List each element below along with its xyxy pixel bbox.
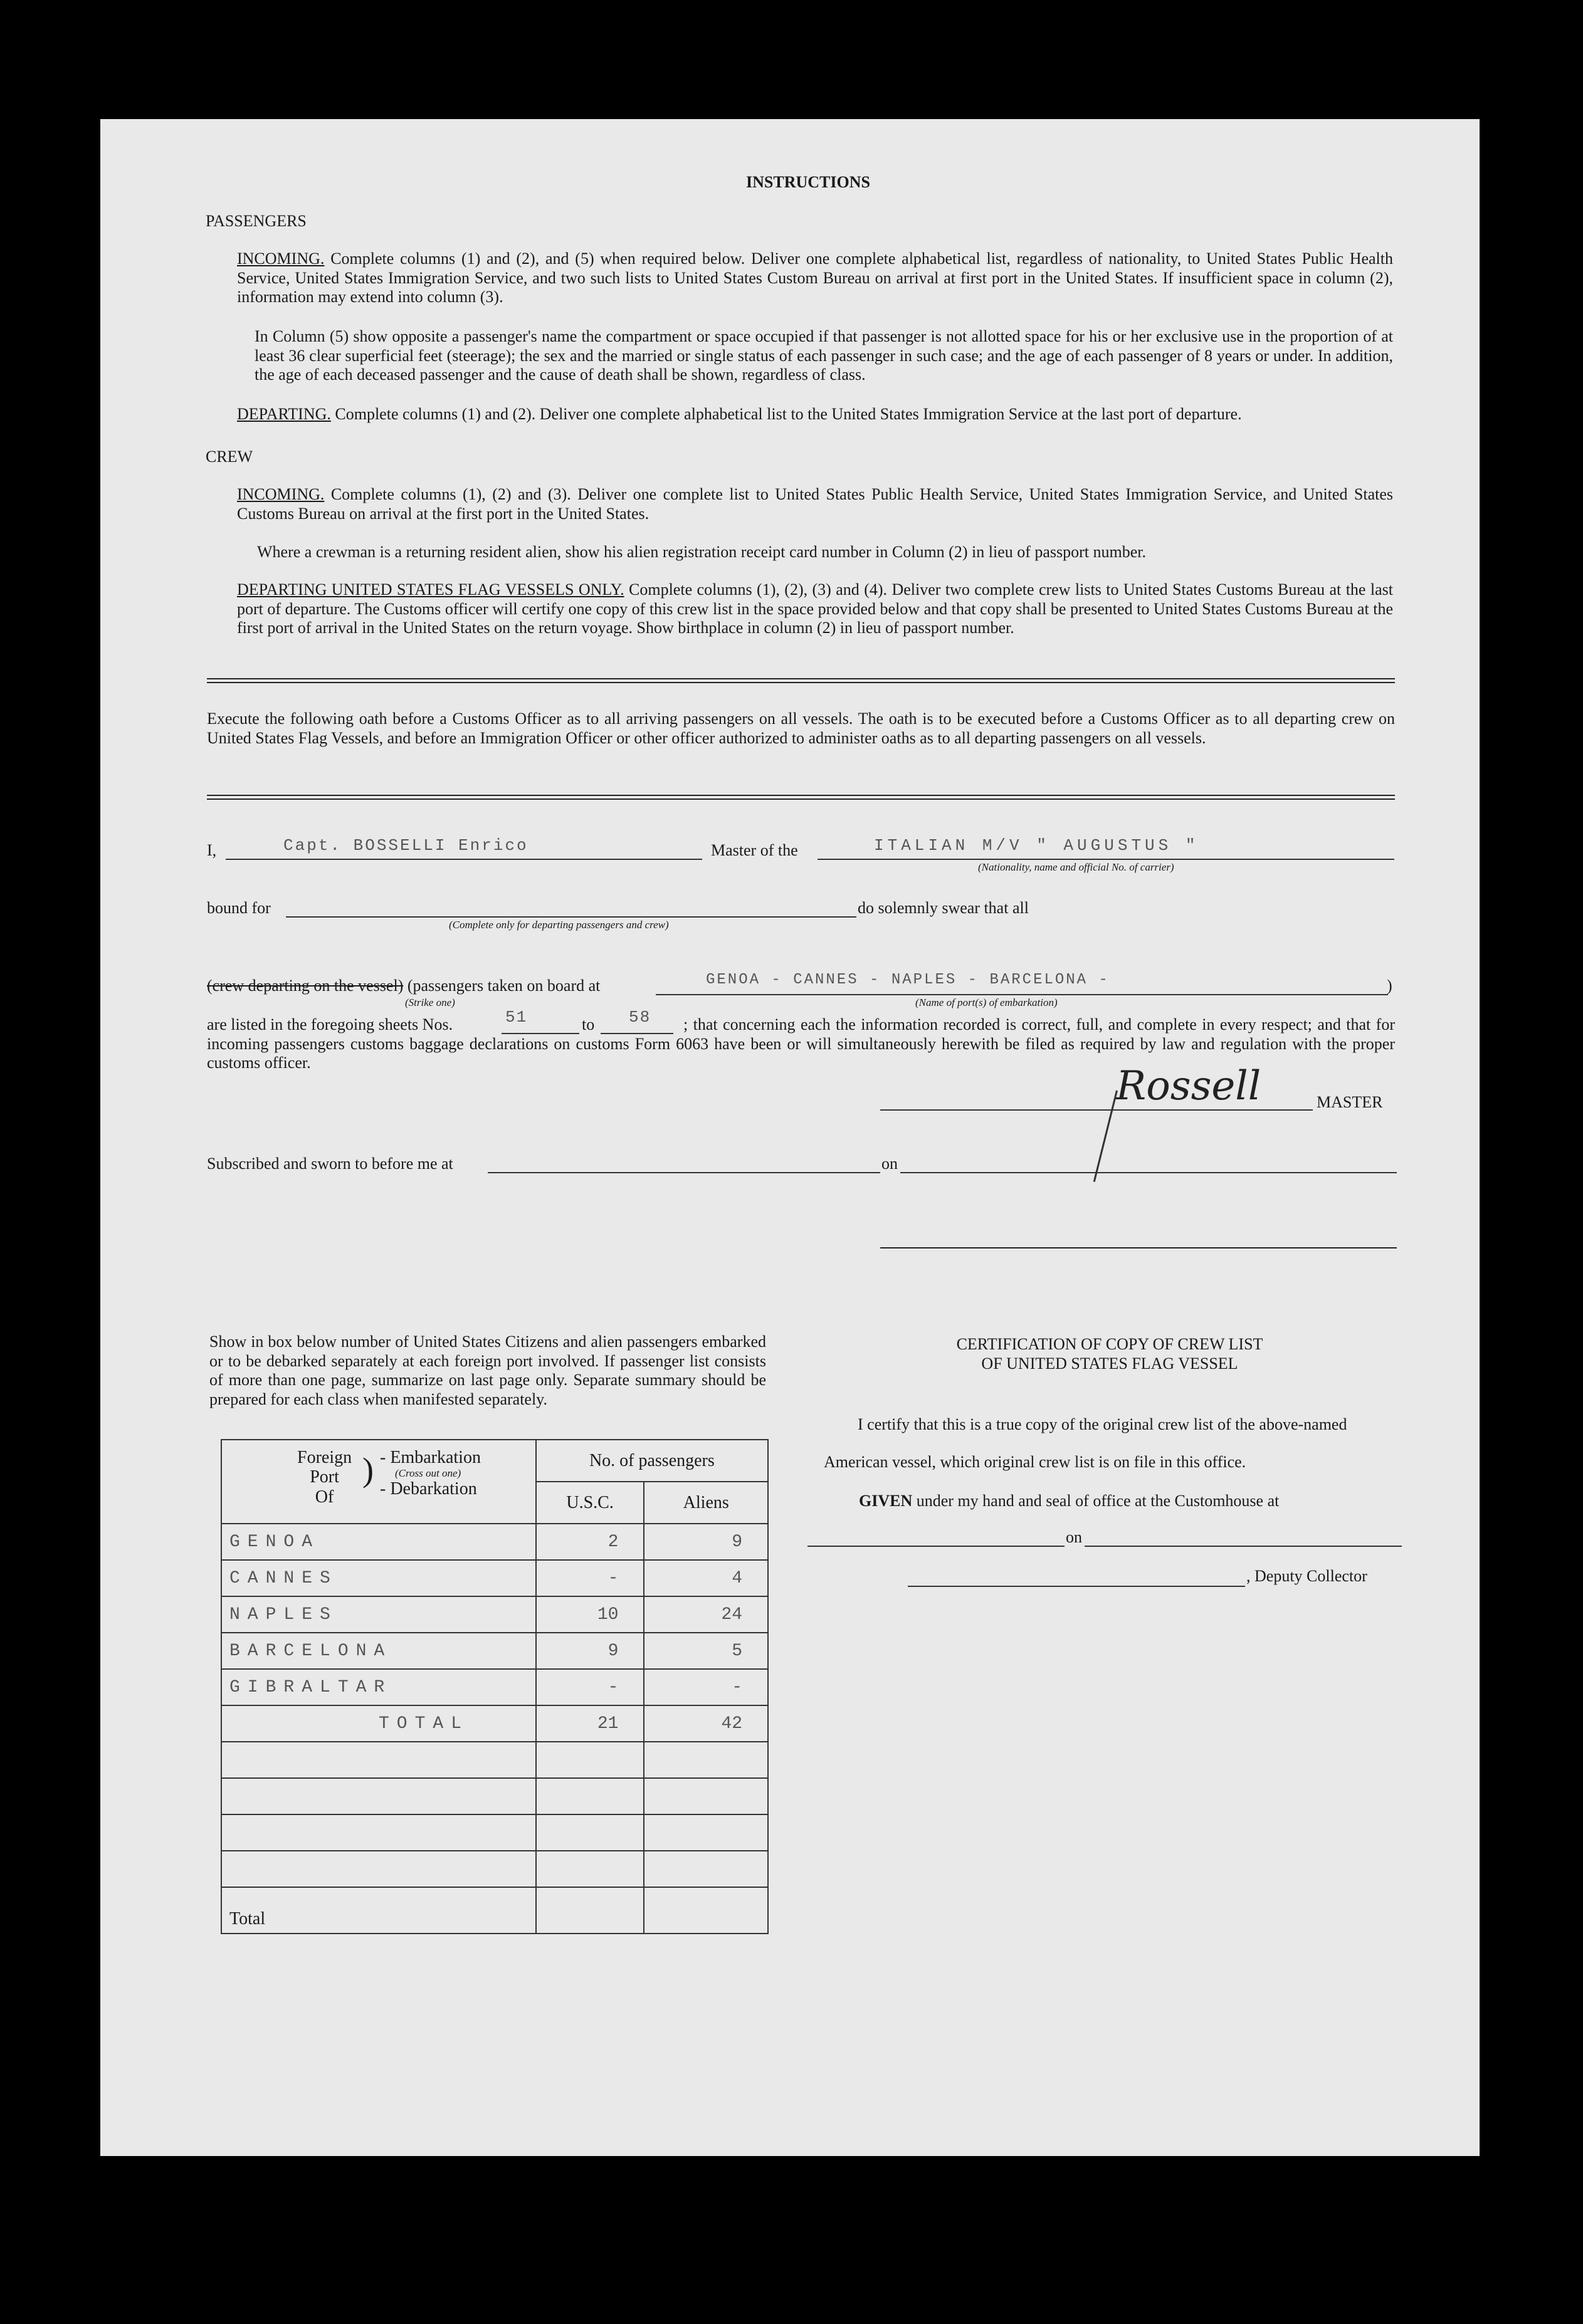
bound-for-caption: (Complete only for departing passengers and crew) (449, 919, 669, 931)
subscribed-on-label: on (881, 1154, 898, 1173)
usc-cell: - (536, 1560, 644, 1596)
port-cell: GENOA (221, 1524, 536, 1560)
port-cell: CANNES (221, 1560, 536, 1596)
listed-text-b: ; that concerning each the information recorded is correct, full, and complete in every respect; and that for incoming passengers customs baggage declarations on customs Form 6063 have been or will simultaneously herewith be filed as required by law and regulation with the proper customs officer. (207, 1015, 1395, 1072)
passengers-incoming-paragraph (237, 249, 1393, 307)
master-label: MASTER (1317, 1093, 1383, 1111)
crew-departing-label: DEPARTING UNITED STATES FLAG VESSELS ONLY. (237, 580, 624, 599)
empty-row (221, 1851, 768, 1887)
certification-line1: I certify that this is a true copy of the original crew list of the above-named (858, 1415, 1347, 1433)
usc-cell: 21 (536, 1705, 644, 1742)
passengers-incoming-label: INCOMING. (237, 249, 325, 268)
certification-title-line1: CERTIFICATION OF COPY OF CREW LIST (956, 1335, 1263, 1353)
certification-date-field[interactable] (1085, 1527, 1402, 1547)
ports-caption: (Name of port(s) of embarkation) (915, 997, 1058, 1008)
crew-departing-option (207, 976, 600, 996)
certification-line2: American vessel, which original crew list is on file in this office. (824, 1453, 1246, 1471)
aliens-cell: 42 (644, 1705, 768, 1742)
master-of-label: Master of the (711, 841, 798, 859)
oath-intro: Execute the following oath before a Customs Officer as to all arriving passengers on all vessels. The oath is to be executed before a Customs Officer as to all departing crew on United States Flag Vessels, and before an Immigration Officer or other officer authorized to administer oaths as to all departing passengers on all vessels. (207, 709, 1395, 747)
usc-header: U.S.C. (536, 1482, 644, 1524)
ports-field[interactable] (656, 971, 1388, 995)
subscribed-place-field[interactable] (488, 1153, 880, 1173)
total-label-cell: Total (221, 1887, 536, 1934)
sheet-to-value: 58 (629, 1008, 651, 1027)
deputy-collector-label: , Deputy Collector (1246, 1567, 1367, 1585)
passengers-departing-paragraph (237, 405, 1393, 424)
brace-icon: ) (362, 1451, 374, 1489)
given-text: under my hand and seal of office at the Customhouse at (916, 1492, 1280, 1510)
vessel-caption: (Nationality, name and official No. of carrier) (978, 861, 1174, 873)
master-name-field[interactable] (226, 836, 702, 860)
empty-row (221, 1778, 768, 1814)
usc-cell: 2 (536, 1524, 644, 1560)
passengers-incoming-text: Complete columns (1) and (2), and (5) when required below. Deliver one complete alphabetical list, regardless of nationality, to United States Public Health Service, United States Immigration Service, and two such lists to United States Custom Bureau on arrival at first port in the United States. If insufficient space in column (2), information may extend into column (3). (237, 249, 1394, 306)
master-signature: Rossell (1116, 1063, 1261, 1109)
passengers-taken-label: (passengers taken on board at (407, 976, 601, 995)
passengers-departing-label: DEPARTING. (237, 405, 331, 423)
crew-incoming-paragraph (237, 485, 1393, 523)
swear-text: do solemnly swear that all (858, 899, 1029, 917)
port-cell: TOTAL (221, 1705, 536, 1742)
certification-given (859, 1492, 1279, 1511)
bound-for-label: bound for (207, 899, 271, 917)
aliens-header: Aliens (644, 1482, 768, 1524)
table-total-row (221, 1705, 768, 1742)
crew-departing-paragraph (237, 580, 1393, 638)
vessel-field[interactable] (818, 836, 1394, 860)
port-cell: BARCELONA (221, 1633, 536, 1669)
no-passengers-header: No. of passengers (536, 1440, 768, 1482)
header-of: Of (315, 1487, 334, 1507)
bound-for-field[interactable] (286, 898, 856, 918)
customhouse-place-field[interactable] (807, 1527, 1065, 1547)
crew-departing-text: Complete columns (1), (2), (3) and (4). Deliver two complete crew lists to United States Customs Bureau at the last port of departure. The Customs officer will certify one copy of this crew list in the space provided below and that copy shall be presented to United States Customs Bureau at the first port of arrival in the United States on the return voyage. Show birthplace in column (2) in lieu of passport number. (237, 580, 1393, 637)
header-debarkation: - Debarkation (380, 1479, 477, 1499)
table-header-row (221, 1440, 768, 1482)
empty-row (221, 1742, 768, 1778)
passenger-summary-table (221, 1439, 769, 1934)
table-row (221, 1669, 768, 1705)
listed-text-a: are listed in the foregoing sheets Nos. (207, 1015, 453, 1034)
table-row (221, 1596, 768, 1633)
close-paren: ) (1387, 976, 1392, 995)
usc-cell: - (536, 1669, 644, 1705)
crew-alien-paragraph: Where a crewman is a returning resident alien, show his alien registration receipt card number in Column (2) in lieu of passport number. (257, 543, 1147, 561)
passengers-heading: PASSENGERS (206, 212, 307, 230)
header-embarkation: - Embarkation (380, 1448, 481, 1467)
table-row (221, 1633, 768, 1669)
page-title: INSTRUCTIONS (746, 173, 870, 191)
usc-cell: 9 (536, 1633, 644, 1669)
section-divider (207, 795, 1395, 800)
vessel-value: ITALIAN M/V " AUGUSTUS " (874, 836, 1199, 855)
passengers-departing-text: Complete columns (1) and (2). Deliver one complete alphabetical list to the United States Immigration Service at the last port of departure. (335, 405, 1242, 423)
foreign-port-of (297, 1448, 352, 1507)
crew-departing-struck: (crew departing on the vessel) (207, 976, 404, 995)
header-port: Port (310, 1467, 339, 1487)
aliens-cell: 4 (644, 1560, 768, 1596)
strike-caption: (Strike one) (405, 997, 455, 1008)
master-signature-field[interactable] (880, 1063, 1313, 1111)
header-foreign: Foreign (297, 1448, 352, 1467)
summary-instructions: Show in box below number of United States Citizens and alien passengers embarked or to be debarked separately at each foreign port involved. If passenger list consists of more than one page, summarize on last page only. Separate summary should be prepared for each class when manifested separately. (209, 1332, 766, 1409)
port-cell: GIBRALTAR (221, 1669, 536, 1705)
empty-row (221, 1814, 768, 1851)
embark-debark-options (380, 1448, 481, 1499)
to-label: to (582, 1015, 595, 1034)
aliens-cell: 9 (644, 1524, 768, 1560)
aliens-cell: - (644, 1669, 768, 1705)
usc-cell: 10 (536, 1596, 644, 1633)
grand-total-row (221, 1887, 768, 1934)
passengers-column5-paragraph: In Column (5) show opposite a passenger's name the compartment or space occupied if that passenger is not allotted space for his or her exclusive use in the proportion of at least 36 clear superficial feet (steerage); the sex and the married or single status of each passenger in such case; and the age of each passenger of 8 years or under. In addition, the age of each deceased passenger and the cause of death shall be shown, regardless of class. (255, 327, 1393, 384)
table-row (221, 1560, 768, 1596)
crew-incoming-label: INCOMING. (237, 485, 325, 503)
crew-heading: CREW (206, 448, 253, 466)
port-cell: NAPLES (221, 1596, 536, 1633)
deputy-collector-signature-field[interactable] (908, 1567, 1245, 1587)
officer-signature-line (880, 1247, 1397, 1248)
certification-title (809, 1335, 1411, 1373)
certification-title-line2: OF UNITED STATES FLAG VESSEL (981, 1354, 1238, 1373)
section-divider (207, 678, 1395, 683)
header-cross-out: (Cross out one) (395, 1467, 461, 1480)
crew-incoming-text: Complete columns (1), (2) and (3). Deliver one complete list to United States Public Health Service, United States Immigration Service, and United States Customs Bureau on arrival at the first port in the United States. (237, 485, 1393, 523)
table-row (221, 1524, 768, 1560)
aliens-cell: 5 (644, 1633, 768, 1669)
master-name-value: Capt. BOSSELLI Enrico (283, 836, 529, 855)
subscribed-label: Subscribed and sworn to before me at (207, 1154, 453, 1173)
given-label: GIVEN (859, 1492, 913, 1510)
oath-i-label: I, (207, 841, 217, 859)
sheet-from-value: 51 (505, 1008, 528, 1027)
port-header-cell (221, 1440, 536, 1524)
ports-value: GENOA - CANNES - NAPLES - BARCELONA - (706, 971, 1110, 988)
subscribed-date-field[interactable] (900, 1153, 1397, 1173)
aliens-cell: 24 (644, 1596, 768, 1633)
certification-on-label: on (1066, 1528, 1082, 1546)
